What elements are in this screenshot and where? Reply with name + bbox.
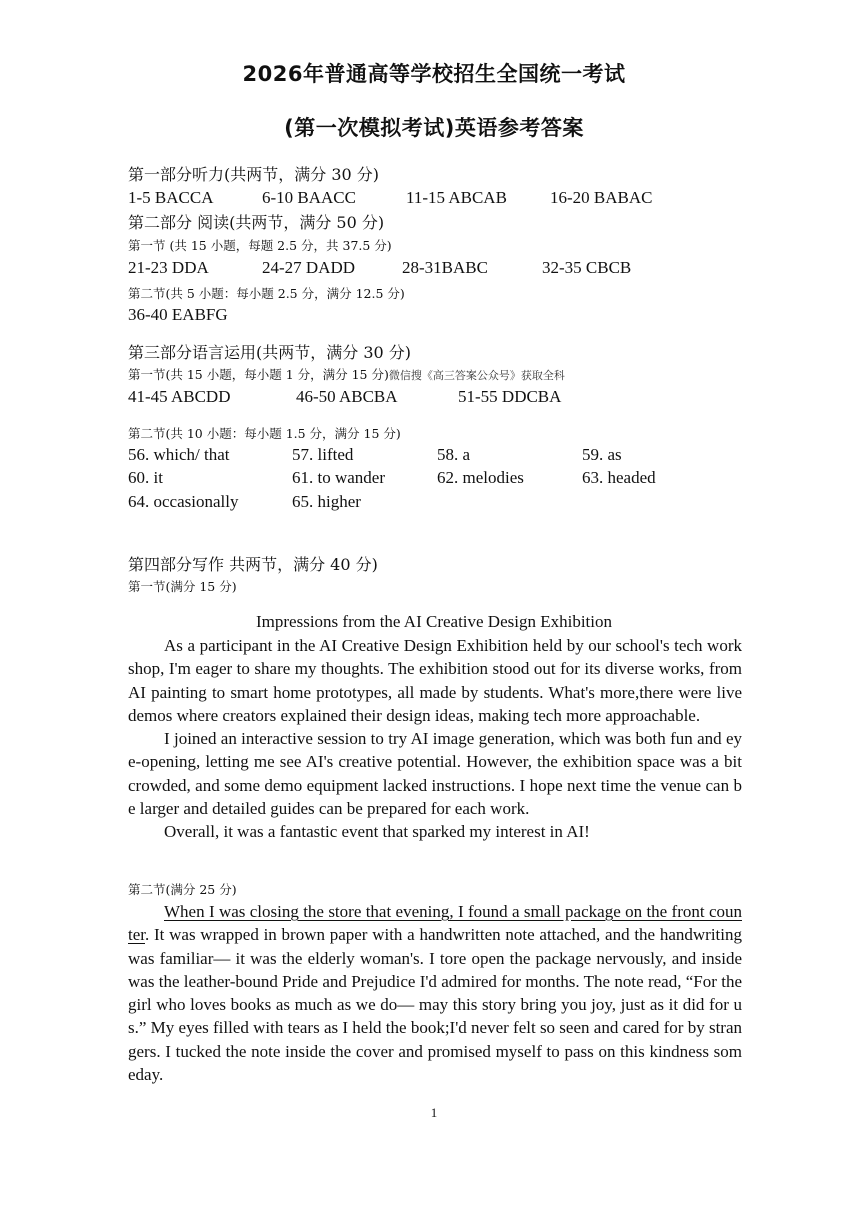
answer-group: 36-40 EABFG [128, 305, 228, 324]
part2-section2-heading: 第二节(共 5 小题：每小题 2.5 分，满分 12.5 分) [128, 286, 405, 301]
essay-paragraph: As a participant in the AI Creative Design Exhibition held by our school's tech workshop, I'm eager to share my thoughts. The exhibition stood out for its diverse works, from AI painting to smart home prototypes, all made by students. What's more,there were live demos where creators explained their design ideas, making tech more approachable. [128, 636, 742, 725]
essay-paragraph [128, 900, 742, 1086]
part1-heading: 第一部分听力(共两节，满分 30 分) [128, 165, 380, 184]
answer-item: 58. a [437, 445, 471, 464]
answer-group: 16-20 BABAC [550, 188, 653, 207]
answer-item: 59. as [582, 445, 622, 464]
part3-section2-heading: 第二节(共 10 小题：每小题 1.5 分，满分 15 分) [128, 426, 401, 441]
part3-section1-heading-line [128, 365, 565, 383]
answer-group: 21-23 DDA [128, 258, 209, 277]
answer-group: 1-5 BACCA [128, 188, 214, 207]
answer-item: 57. lifted [292, 445, 354, 464]
answer-item: 63. headed [582, 468, 656, 487]
part2-section1-heading: 第一节 (共 15 小题，每题 2.5 分，共 37.5 分) [128, 238, 392, 253]
answer-group: 24-27 DADD [262, 258, 356, 277]
essay-section1 [128, 634, 742, 844]
exam-title: 2026年普通高等学校招生全国统一考试 [242, 62, 626, 86]
essay-section2 [128, 900, 742, 1086]
part1-answers-row [0, 188, 868, 210]
answer-item: 65. higher [292, 492, 361, 511]
answer-group: 32-35 CBCB [542, 258, 632, 277]
part4-heading: 第四部分写作 共两节，满分 40 分) [128, 555, 378, 574]
underlined-prompt-sentence: When I was closing the store that evening, I found a small package on the front counter [128, 902, 742, 945]
part2-section1-answers-row [0, 258, 868, 280]
part3-section1-answers-row [0, 387, 868, 409]
answer-item: 64. occasionally [128, 492, 239, 511]
part4-section1-heading: 第一节(满分 15 分) [128, 579, 237, 594]
part3-heading: 第三部分语言运用(共两节，满分 30 分) [128, 343, 412, 362]
answer-group: 6-10 BAACC [262, 188, 356, 207]
exam-subtitle: (第一次模拟考试)英语参考答案 [284, 116, 584, 140]
answer-item: 56. which/ that [128, 445, 230, 464]
answer-group: 28-31BABC [402, 258, 488, 277]
answer-group: 11-15 ABCAB [406, 188, 507, 207]
answer-item: 62. melodies [437, 468, 524, 487]
answer-item: 60. it [128, 468, 163, 487]
part2-heading: 第二部分 阅读(共两节，满分 50 分) [128, 213, 385, 232]
part3-section2-answers-row [0, 492, 868, 514]
essay-paragraph: Overall, it was a fantastic event that sparked my interest in AI! [164, 822, 590, 842]
essay-paragraph: I joined an interactive session to try AI image generation, which was both fun and eye-opening, letting me see AI's creative potential. However, the exhibition space was a bit crowded, and some demo equipment lacked instructions. I hope next time the venue can be larger and detailed guides can be prepared for each work. [128, 729, 742, 819]
answer-group: 51-55 DDCBA [458, 387, 562, 406]
continuation-text: . It was wrapped in brown paper with a handwritten note attached, and the handwriting was familiar— it was the elderly woman's. I tore open the package nervously, and inside was the leather-bound Pride and Prejudice I'd admired for months. The note read, “For the girl who loves books as much as we do— may this story bring you joy, just as it did for us.” My eyes filled with tears as I held the book;I'd never felt so seen and cared for by strangers. I tucked the note inside the cover and promised myself to pass on this kindness someday. [128, 925, 742, 1085]
essay-title: Impressions from the AI Creative Design Exhibition [256, 612, 612, 631]
watermark-text: 微信搜《高三答案公众号》获取全科 [388, 369, 565, 382]
part3-section2-answers-row [0, 445, 868, 467]
answer-group: 46-50 ABCBA [296, 387, 398, 406]
answer-group: 41-45 ABCDD [128, 387, 231, 406]
answer-item: 61. to wander [292, 468, 386, 487]
part4-section2-heading: 第二节(满分 25 分) [128, 882, 237, 897]
part3-section2-answers-row [0, 468, 868, 490]
page-number: 1 [430, 1105, 438, 1120]
part3-section1-heading: 第一节(共 15 小题，每小题 1 分，满分 15 分) [128, 367, 389, 382]
